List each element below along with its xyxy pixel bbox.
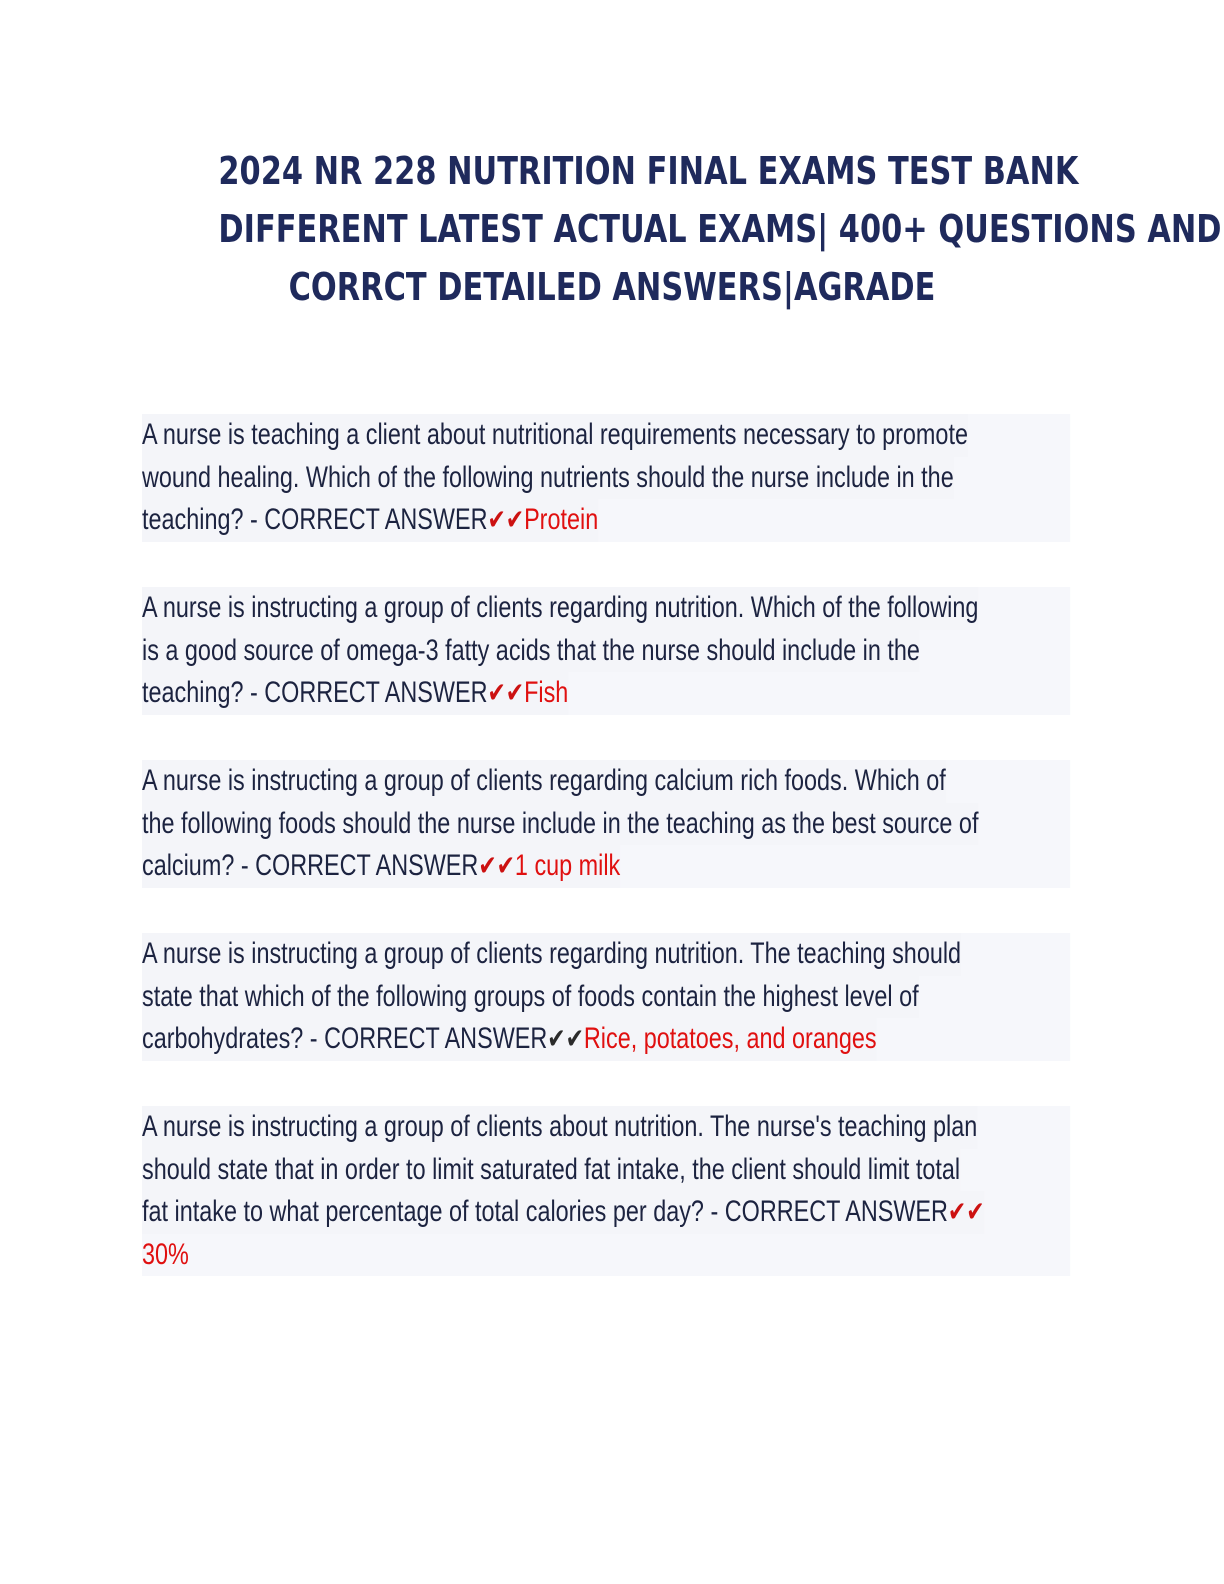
answer-line — [142, 1234, 189, 1277]
check-mark-icon: ✔✔ — [487, 676, 525, 709]
title-line-3: CORRCT DETAILED ANSWERS|AGRADE — [288, 265, 936, 309]
question-line: should state that in order to limit saturated fat intake, the client should limit total — [142, 1149, 960, 1192]
correct-answer: Rice, potatoes, and oranges — [583, 1022, 877, 1055]
answer-prefix: teaching? - CORRECT ANSWER — [142, 503, 488, 536]
question-line: A nurse is instructing a group of clients regarding nutrition. The teaching should — [142, 933, 961, 976]
question-line — [142, 1018, 877, 1061]
correct-answer: Fish — [524, 676, 569, 709]
question-line — [142, 672, 568, 715]
qa-item-5 — [142, 1106, 1072, 1276]
question-line — [142, 845, 620, 888]
check-mark-icon: ✔✔ — [547, 1022, 584, 1055]
check-mark-icon: ✔✔ — [478, 849, 515, 882]
qa-item-3 — [142, 760, 1072, 888]
check-mark-icon: ✔✔ — [487, 503, 525, 536]
qa-item-2 — [142, 587, 1072, 715]
correct-answer: 1 cup milk — [514, 849, 621, 882]
correct-answer: Protein — [524, 503, 599, 536]
qa-item-4 — [142, 933, 1072, 1061]
document-title — [218, 142, 1222, 316]
title-line-1: 2024 NR 228 NUTRITION FINAL EXAMS TEST BANK — [218, 149, 1079, 193]
answer-prefix: teaching? - CORRECT ANSWER — [142, 676, 488, 709]
correct-answer: 30% — [142, 1237, 189, 1271]
question-line: A nurse is instructing a group of clients regarding calcium rich foods. Which of — [142, 760, 946, 803]
question-line: wound healing. Which of the following nutrients should the nurse include in the — [142, 457, 954, 500]
answer-prefix: carbohydrates? - CORRECT ANSWER — [142, 1022, 548, 1055]
question-line: A nurse is teaching a client about nutritional requirements necessary to promote — [142, 414, 968, 457]
question-line: the following foods should the nurse include in the teaching as the best source of — [142, 803, 978, 846]
title-line-2: DIFFERENT LATEST ACTUAL EXAMS| 400+ QUESTIONS AND — [218, 207, 1222, 251]
question-line: state that which of the following groups of foods contain the highest level of — [142, 976, 919, 1019]
qa-item-1 — [142, 414, 1072, 542]
question-line — [142, 1191, 985, 1234]
question-line: is a good source of omega-3 fatty acids that the nurse should include in the — [142, 630, 920, 673]
question-line: A nurse is instructing a group of clients regarding nutrition. Which of the following — [142, 587, 978, 630]
check-mark-icon: ✔✔ — [947, 1195, 985, 1228]
question-line: A nurse is instructing a group of clients about nutrition. The nurse's teaching plan — [142, 1106, 977, 1149]
question-line — [142, 499, 598, 542]
answer-prefix: calcium? - CORRECT ANSWER — [142, 849, 479, 882]
answer-prefix: fat intake to what percentage of total calories per day? - CORRECT ANSWER — [142, 1195, 948, 1228]
